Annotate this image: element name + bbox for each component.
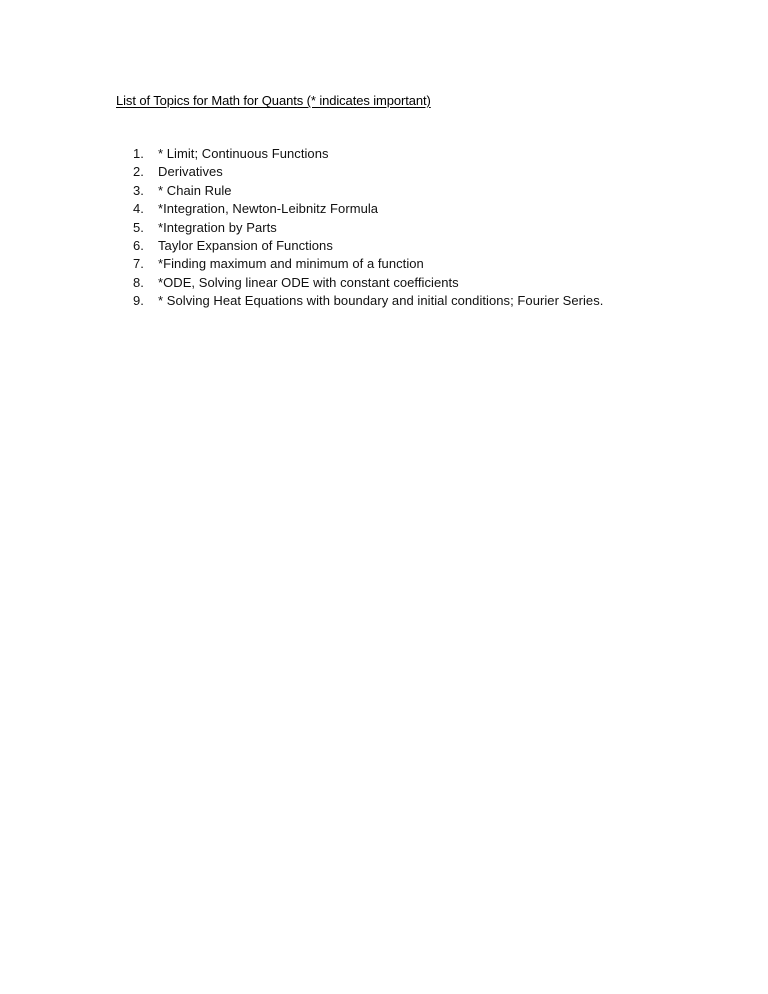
topic-text: *Finding maximum and minimum of a function bbox=[158, 256, 424, 272]
topic-text: Taylor Expansion of Functions bbox=[158, 237, 333, 253]
list-number: 2. bbox=[133, 164, 144, 180]
topic-text: *Integration by Parts bbox=[158, 219, 277, 235]
list-number: 6. bbox=[133, 237, 144, 253]
topic-text: Derivatives bbox=[158, 164, 223, 180]
list-number: 1. bbox=[133, 146, 144, 161]
topic-text: *ODE, Solving linear ODE with constant coefficients bbox=[158, 274, 459, 290]
topic-text: * Chain Rule bbox=[158, 182, 232, 198]
list-number: 4. bbox=[133, 201, 144, 217]
topic-text: * Limit; Continuous Functions bbox=[158, 146, 329, 161]
document-title: List of Topics for Math for Quants (* indicates important) bbox=[116, 93, 431, 108]
topic-text: * Solving Heat Equations with boundary and initial conditions; Fourier Series. bbox=[158, 293, 604, 309]
list-number: 3. bbox=[133, 182, 144, 198]
list-number: 5. bbox=[133, 219, 144, 235]
topic-text: *Integration, Newton-Leibnitz Formula bbox=[158, 201, 379, 217]
list-number: 9. bbox=[133, 293, 144, 309]
list-number: 8. bbox=[133, 274, 144, 290]
list-number: 7. bbox=[133, 256, 144, 272]
